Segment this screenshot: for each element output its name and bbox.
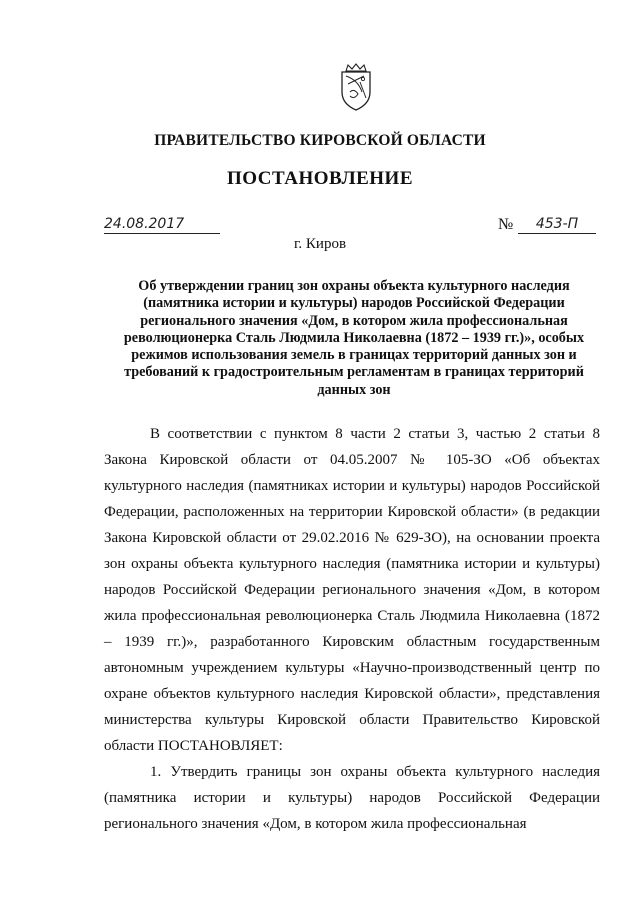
number-label: № [498, 216, 514, 233]
document-date: 24.08.2017 [104, 216, 220, 234]
document-type: ПОСТАНОВЛЕНИЕ [226, 168, 414, 189]
city: г. Киров [293, 236, 347, 252]
body-paragraph: В соответствии с пунктом 8 части 2 статьи 3, частью 2 статьи 8 Закона Кировской области от 04.05.2007 № 105-ЗО «Об объектах культурного наследия (памятниках истории и культуры) народов Российской Федерации, расположенных на территории Кировской области» (в редакции Закона Кировской области от 29.02.2016 № 629-ЗО), на основании проекта зон охраны объекта культурного наследия (памятника истории и культуры) народов Российской Федерации регионального значения «Дом, в котором жила профессиональная революционерка Сталь Людмила Николаевна (1872 – 1939 гг.)», разработанного Кировским областным государственным автономным учреждением культуры «Научно-производственный центр по охране объектов культурного наследия Кировской области», представления министерства культуры Кировской области Правительство Кировской области ПОСТАНОВЛЯЕТ: [104, 426, 600, 754]
kirov-coat-of-arms-icon [336, 62, 376, 112]
body-paragraph: 1. Утвердить границы зон охраны объекта культурного наследия (памятника истории и культуры) народов Российской Федерации регионального значения «Дом, в котором жила профессиональная [104, 764, 600, 832]
document-subject: Об утверждении границ зон охраны объекта культурного наследия (памятника истории и культуры) народов Российской Федерации регионального значения «Дом, в котором жила профессиональная революционерка Сталь Людмила Николаевна (1872 – 1939 гг.)», особых режимов использования земель в границах территорий данных зон и требований к градостроительным регламентам в границах территорий данных зон [123, 278, 585, 398]
document-body [104, 421, 600, 837]
government-title: ПРАВИТЕЛЬСТВО КИРОВСКОЙ ОБЛАСТИ [154, 132, 486, 149]
document-number: 453-П [518, 216, 596, 234]
